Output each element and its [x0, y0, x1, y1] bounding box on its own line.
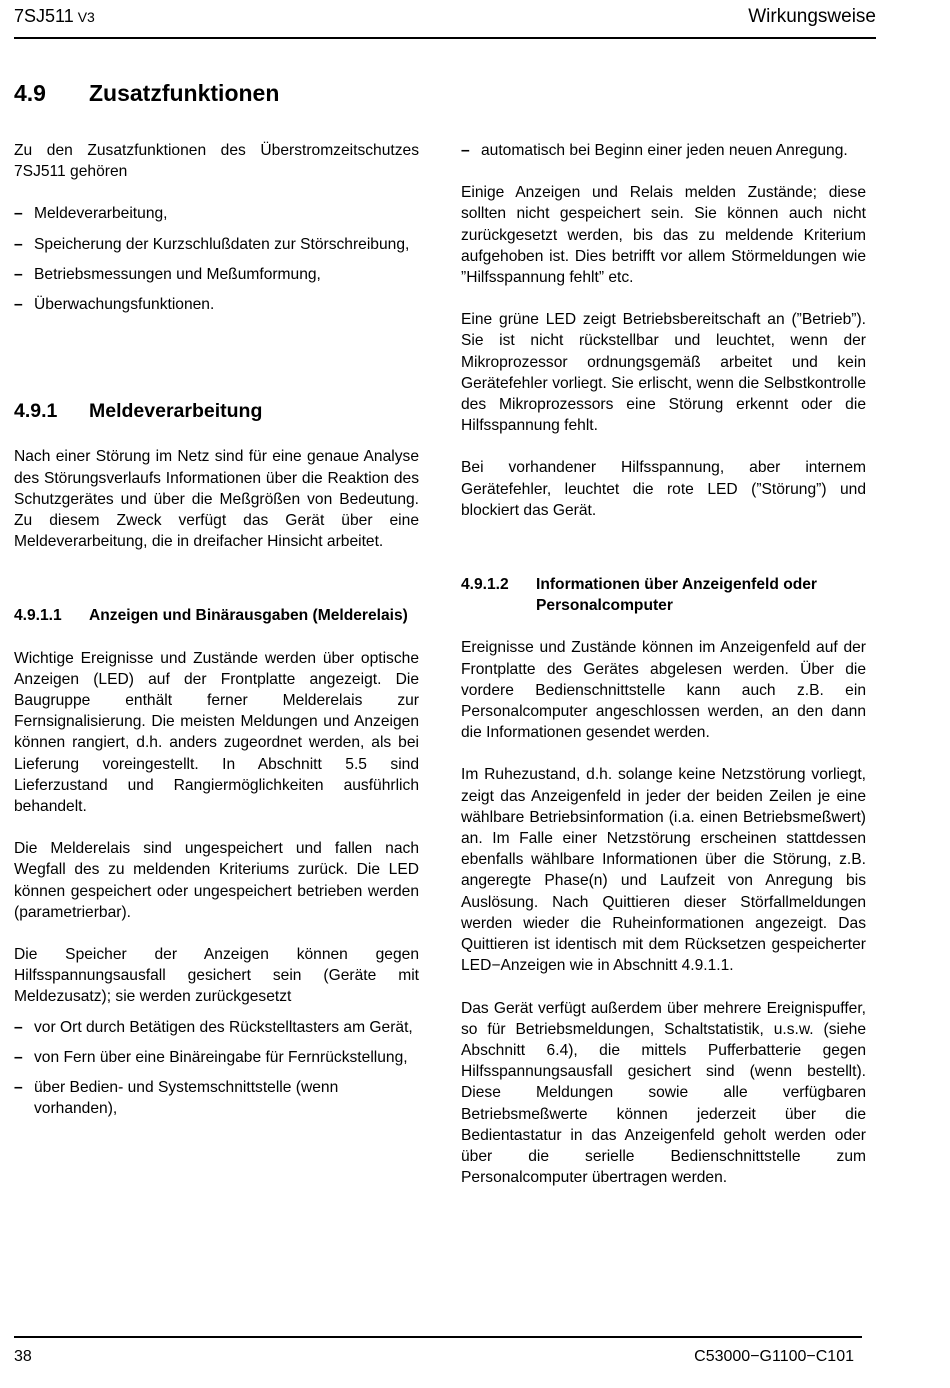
heading-4-9-1: [14, 401, 419, 422]
paragraph-ereignispuffer: Das Gerät verfügt außerdem über mehrere Ereignispuffer, so für Betriebsmeldungen, Schaltstatistik, u.s.w. (siehe Abschnitt 6.4), die mittels Pufferbatterie gegen Hilfsspannungsausfall gesichert sind (wenn bestellt). Diese Meldungen sowie alle verfügbaren Betriebsmeßwerte können jederzeit über die Bedientastatur in das Anzeigenfeld geholt werden oder über die serielle Bedienschnittstelle zum Personalcomputer übertragen werden.: [461, 999, 866, 1187]
paragraph-led-intro: Wichtige Ereignisse und Zustände werden über optische Anzeigen (LED) auf der Frontplatte angezeigt. Die Baugruppe enthält ferner Melderelais zur Fernsignalisierung. Die meisten Meldungen und Anzeigen können rangiert, d.h. anders zugeordnet werden, als bei Lieferung voreingestellt. In Abschnitt 5.5 sind Lieferzustand und Rangiermöglichkeiten ausführlich behandelt.: [14, 649, 419, 816]
list-item-text: automatisch bei Beginn einer jeden neuen Anregung.: [481, 142, 848, 159]
heading-4-9: [14, 80, 279, 107]
list-item: – über Bedien- und Systemschnittstelle (wenn vorhanden),: [14, 1079, 339, 1118]
right-column: [461, 140, 866, 1188]
doc-id: 7SJ511: [14, 6, 74, 26]
heading-title: Meldeverarbeitung: [89, 400, 263, 423]
heading-number: 4.9.1: [14, 400, 58, 423]
heading-4-9-1-1: [14, 605, 419, 626]
heading-number: 4.9: [14, 80, 46, 106]
footer-rule: [14, 1336, 862, 1338]
header-rule: [14, 37, 876, 39]
list-item-text: Betriebsmessungen und Meßumformung,: [34, 265, 321, 283]
header-doc-id: [14, 6, 95, 27]
order-number: C53000−G1100−C101: [694, 1348, 854, 1365]
list-item: – automatisch bei Beginn einer jeden neuen Anregung.: [461, 142, 848, 159]
list-item: – vor Ort durch Betätigen des Rückstelltasters am Gerät,: [14, 1018, 413, 1036]
doc-version: V3: [77, 9, 95, 25]
paragraph-ruhezustand: Im Ruhezustand, d.h. solange keine Netzstörung vorliegt, zeigt das Anzeigenfeld in jeder der beiden Zeilen je eine wählbare Betriebsinformation (i.a. einen Betriebsmeßwert) an. Im Falle einer Netzstörung erscheinen stattdessen ebenfalls wählbare Informationen über die Störung, z.B. angeregte Phase(n) und Laufzeit von Anregung bis Auslösung. Nach Quittieren dieser Störfallmeldungen werden wieder die Ruheinformationen angezeigt. Das Quittieren ist identisch mit dem Rücksetzen gespeicherter LED−Anzeigen wie in Abschnitt 4.9.1.1.: [461, 766, 866, 975]
paragraph-zustaende: Einige Anzeigen und Relais melden Zustände; diese sollten nicht gespeichert sein. Sie können auch nicht zurückgesetzt werden, bis das zu meldende Kriterium aufgehoben ist. Dies betrifft vor allem Störmeldungen wie ”Hilfsspannung fehlt” etc.: [461, 184, 866, 287]
intro-paragraph: Zu den Zusatzfunktionen des Überstromzeitschutzes 7SJ511 gehören: [14, 142, 419, 181]
list-item-text: Meldeverarbeitung,: [34, 205, 168, 223]
reset-list-continued: [461, 140, 866, 161]
list-item: – Betriebsmessungen und Meßumformung,: [14, 265, 321, 283]
paragraph-anzeigenfeld: Ereignisse und Zustände können im Anzeigenfeld auf der Frontplatte des Gerätes abgelesen werden. Über die vordere Bedienschnittstelle kann auch z.B. ein Personalcomputer angeschlossen werden, an den dann die Informationen gesendet werden.: [461, 639, 866, 742]
intro-list: [14, 203, 419, 315]
heading-title: Zusatzfunktionen: [89, 80, 280, 106]
list-item-text: von Fern über eine Binäreingabe für Fernrückstellung,: [34, 1048, 408, 1066]
heading-number: 4.9.1.2: [461, 576, 509, 594]
heading-title: Anzeigen und Binärausgaben (Melderelais): [89, 607, 408, 625]
paragraph-gruene-led: Eine grüne LED zeigt Betriebsbereitschaft an (”Betrieb”). Sie ist nicht rückstellbar und leuchtet, wenn der Mikroprozessor ordnungsgemäß arbeitet und kein Gerätefehler vorliegt. Sie erlischt, wenn die Selbstkontrolle des Mikroprozessors eine Störung erkennt oder die Hilfsspannung fehlt.: [461, 311, 866, 435]
paragraph-rote-led: Bei vorhandener Hilfsspannung, aber internem Gerätefehler, leuchtet die rote LED (”Störung”) und blockiert das Gerät.: [461, 459, 866, 519]
list-item: – Überwachungsfunktionen.: [14, 296, 215, 314]
paragraph-4-9-1: Nach einer Störung im Netz sind für eine genaue Analyse des Störungsverlaufs Informationen über die Reaktion des Schutzgerätes und über die Meßgrößen von Bedeutung. Zu diesem Zweck verfügt das Gerät über eine Meldeverarbeitung, die in dreifacher Hinsicht arbeitet.: [14, 448, 419, 551]
left-column: [14, 140, 419, 1120]
page-number: 38: [14, 1348, 32, 1365]
heading-title: Informationen über Anzeigenfeld oder Personalcomputer: [536, 576, 817, 615]
list-item-text: Speicherung der Kurzschlußdaten zur Störschreibung,: [34, 235, 410, 253]
paragraph-speicher: Die Speicher der Anzeigen können gegen Hilfsspannungsausfall gesichert sein (Geräte mit Meldezusatz); sie werden zurückgesetzt: [14, 946, 419, 1006]
list-item-text: vor Ort durch Betätigen des Rückstelltasters am Gerät,: [34, 1018, 413, 1036]
list-item: – Meldeverarbeitung,: [14, 205, 168, 223]
reset-list: [14, 1017, 419, 1120]
list-item-text: Überwachungsfunktionen.: [34, 296, 215, 314]
heading-number: 4.9.1.1: [14, 607, 62, 625]
list-item: – von Fern über eine Binäreingabe für Fernrückstellung,: [14, 1048, 408, 1066]
list-item: – Speicherung der Kurzschlußdaten zur Störschreibung,: [14, 235, 410, 253]
list-item-text: über Bedien- und Systemschnittstelle (wenn vorhanden),: [34, 1079, 339, 1118]
header-section-title: Wirkungsweise: [748, 6, 876, 27]
paragraph-melderelais: Die Melderelais sind ungespeichert und fallen nach Wegfall des zu meldenden Kriteriums zurück. Die LED können gespeichert oder ungespeichert betrieben werden (parametrierbar).: [14, 840, 419, 921]
heading-4-9-1-2: [461, 574, 866, 616]
